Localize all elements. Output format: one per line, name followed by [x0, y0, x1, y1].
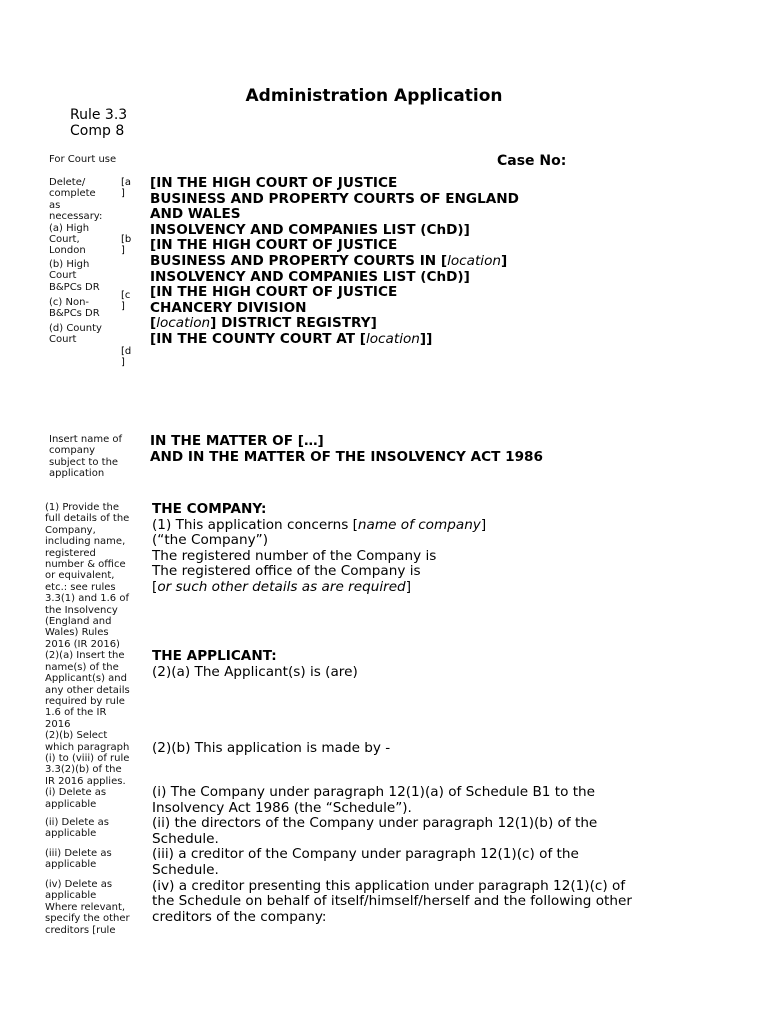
rule-number: Rule 3.3: [70, 107, 128, 123]
sidebar-note-c: (c) Non- B&PCs DR: [49, 297, 100, 320]
bracket-marker-a: [a ]: [121, 177, 132, 199]
comp-number: Comp 8: [70, 123, 125, 139]
applicant-section: THE APPLICANT: (2)(a) The Applicant(s) is (are): [152, 648, 358, 680]
bracket-marker-b: [b ]: [121, 234, 132, 256]
sidebar-note-iii: (iii) Delete as applicable: [45, 848, 112, 871]
applicant-options: (i) The Company under paragraph 12(1)(a) of Schedule B1 to the Insolvency Act 1986 (the “Schedule”). (ii) the directors of the Company under paragraph 12(1)(b) of the Schedule. (iii) a creditor of the Company under paragraph 12(1)(c) of the Schedule. (iv) a creditor presenting this application under paragraph 12(1)(c) of the Schedule on behalf of itself/himself/herself and the following other creditors of the company:: [152, 784, 632, 925]
sidebar-note-iv: (iv) Delete as applicable Where relevant, specify the other creditors [rule: [45, 879, 130, 936]
document-title: Administration Application: [245, 86, 503, 106]
matter-heading: IN THE MATTER OF […] AND IN THE MATTER OF THE INSOLVENCY ACT 1986: [150, 433, 543, 465]
company-section: THE COMPANY: (1) This application concerns [name of company] (“the Company”) The registered number of the Company is The registered office of the Company is [or such other details as are required]: [152, 501, 487, 595]
company-heading: THE COMPANY:: [152, 501, 267, 517]
bracket-marker-c: [c ]: [121, 290, 131, 312]
sidebar-note-b: (b) High Court B&PCs DR: [49, 259, 100, 293]
court-use-label: For Court use: [49, 154, 117, 165]
bracket-marker-d: [d ]: [121, 346, 132, 368]
sidebar-note-insert-name: Insert name of company subject to the application: [49, 434, 123, 480]
sidebar-note-delete: Delete/ complete as necessary: (a) High Court, London: [49, 177, 103, 257]
sidebar-note-d: (d) County Court: [49, 323, 102, 346]
case-no-label: Case No:: [497, 153, 567, 169]
application-made-by: (2)(b) This application is made by -: [152, 740, 391, 756]
sidebar-note-provide-details: (1) Provide the full details of the Company, including name, registered number & office or equivalent, etc.: see rules 3.3(1) and 1.6 of the Insolvency (England and Wales) Rules 2016 (IR 2016) (2)(a) Insert the name(s) of the Applicant(s) and any other details required by rule 1.6 of the IR 2016 (2)(b) Select which paragraph (i) to (viii) of rule 3.3(2)(b) of the IR 2016 applies. (i) Delete as applicable: [45, 502, 130, 810]
sidebar-note-ii: (ii) Delete as applicable: [45, 817, 109, 840]
applicant-heading: THE APPLICANT:: [152, 648, 277, 664]
court-heading-block: [IN THE HIGH COURT OF JUSTICE BUSINESS AND PROPERTY COURTS OF ENGLAND AND WALES INSOLVENCY AND COMPANIES LIST (ChD)] [IN THE HIGH COURT OF JUSTICE BUSINESS AND PROPERTY COURTS IN [location] INSOLVENCY AND COMPANIES LIST (ChD)] [IN THE HIGH COURT OF JUSTICE CHANCERY DIVISION [location] DISTRICT REGISTRY] [IN THE COUNTY COURT AT [location]]: [150, 175, 519, 347]
rule-reference: [70, 107, 127, 139]
